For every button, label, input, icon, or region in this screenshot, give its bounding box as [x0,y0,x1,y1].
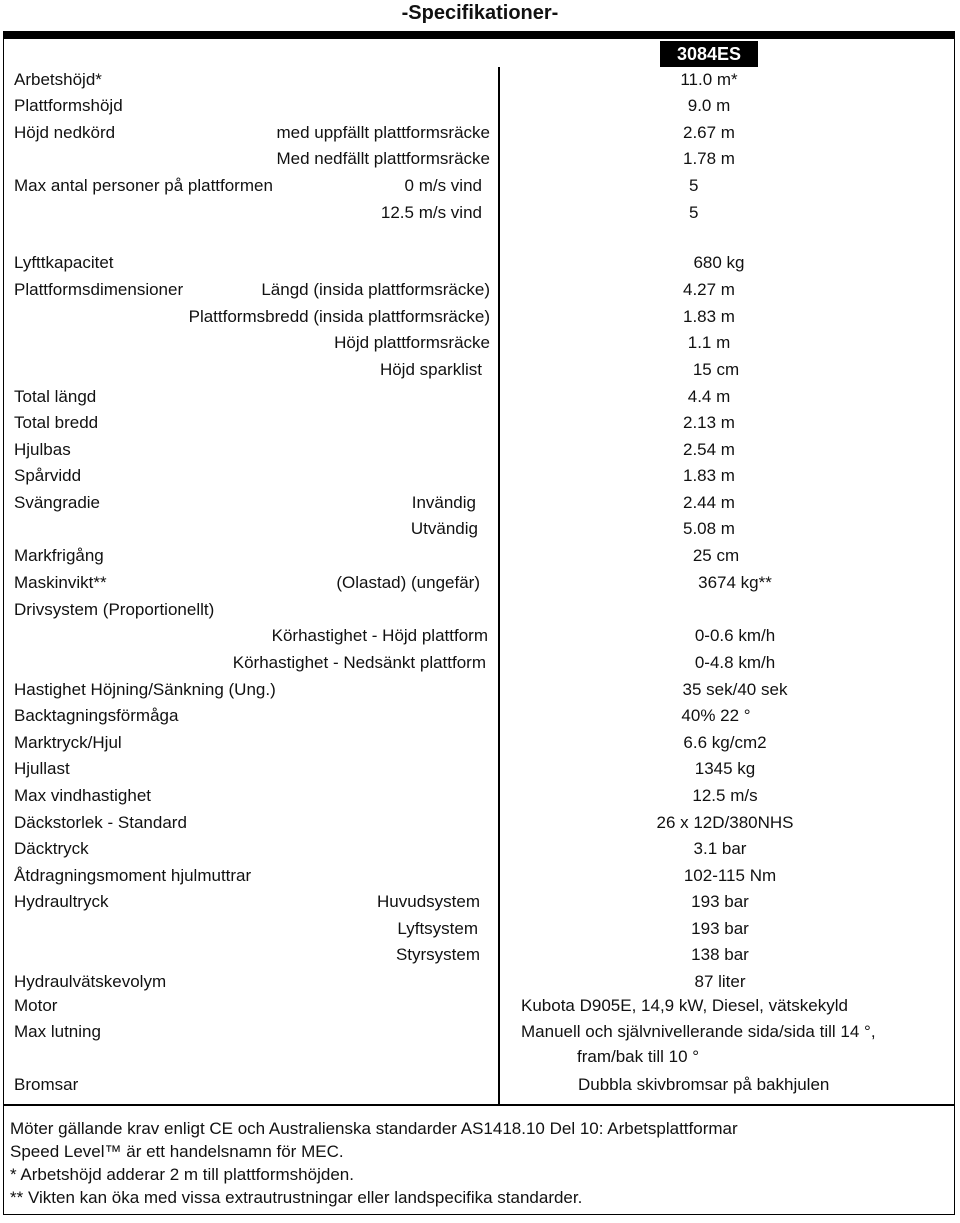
spec-value-arbetshojd: 11.0 m* [680,70,738,89]
footnote-trademark: Speed Level™ är ett handelsnamn för MEC. [10,1142,344,1161]
table-top-bar [3,31,955,39]
spec-value-hojd-nedfallt: 1.78 m [683,149,735,168]
spec-value-hojd-uppfallt: 2.67 m [683,123,735,142]
spec-label-hastighet: Hastighet Höjning/Sänkning (Ung.) [14,680,276,699]
spec-value-lutning-sida: Manuell och självnivellerande sida/sida till 14 °, [521,1022,876,1041]
spec-label-lyftkapacitet: Lyfttkapacitet [14,253,114,272]
spec-label-dacktryck: Däcktryck [14,839,89,858]
spec-label-plattformsdimensioner: Plattformsdimensioner [14,280,184,299]
spec-label-max-personer: Max antal personer på plattformen [14,176,273,195]
spec-sub-lyftsystem: Lyftsystem [397,919,478,938]
spec-value-korhastighet-hojd: 0-0.6 km/h [694,626,776,645]
model-header: 3084ES [660,41,758,67]
spec-sub-utvandig: Utvändig [410,519,478,538]
spec-label-vindhastighet: Max vindhastighet [14,786,152,805]
spec-value-sparvidd: 1.83 m [683,466,735,485]
spec-label-max-lutning: Max lutning [14,1022,101,1041]
spec-value-personer-0: 5 [689,176,699,195]
spec-sub-hojd-uppfallt: med uppfällt plattformsräcke [276,123,490,142]
spec-value-bromsar: Dubbla skivbromsar på bakhjulen [578,1075,830,1094]
spec-value-dackstorlek: 26 x 12D/380NHS [656,813,794,832]
spec-value-styrsystem: 138 bar [691,945,749,964]
spec-sub-plattformsbredd: Plattformsbredd (insida plattformsräcke) [188,307,490,326]
spec-value-hojd-racke: 1.1 m [687,333,731,352]
column-divider [498,67,500,1104]
spec-value-utvandig: 5.08 m [683,519,735,538]
spec-value-maskinvikt: 3674 kg** [698,573,772,592]
spec-sub-invandig: Invändig [411,493,476,512]
spec-sub-korhastighet-nedsankt: Körhastighet - Nedsänkt plattform [232,653,486,672]
footnote-arbetshojd: * Arbetshöjd adderar 2 m till plattformshöjden. [10,1165,354,1184]
spec-value-invandig: 2.44 m [683,493,735,512]
spec-value-vindhastighet: 12.5 m/s [692,786,758,805]
spec-value-marktryck: 6.6 kg/cm2 [683,733,767,752]
spec-value-hydraulvolym: 87 liter [694,972,746,991]
spec-value-motor: Kubota D905E, 14,9 kW, Diesel, vätskekyld [521,996,848,1015]
spec-label-total-bredd: Total bredd [14,413,99,432]
spec-label-motor: Motor [14,996,58,1015]
spec-label-atdragning: Åtdragningsmoment hjulmuttrar [14,866,252,885]
page-title: -Specifikationer- [401,2,559,24]
spec-label-plattformshojd: Plattformshöjd [14,96,123,115]
spec-value-huvudsystem: 193 bar [691,892,749,911]
spec-label-svangradie: Svängradie [14,493,101,512]
spec-label-dackstorlek: Däckstorlek - Standard [14,813,187,832]
spec-value-plattformsbredd: 1.83 m [683,307,735,326]
spec-sub-styrsystem: Styrsystem [395,945,480,964]
footnote-standards: Möter gällande krav enligt CE och Australienska standarder AS1418.10 Del 10: Arbetsplattformar [10,1119,738,1138]
spec-value-lutning-fram: fram/bak till 10 ° [577,1047,700,1066]
spec-label-bromsar: Bromsar [14,1075,79,1094]
footnote-divider [3,1104,955,1106]
spec-value-atdragning: 102-115 Nm [683,866,777,885]
spec-value-markfrigang: 25 cm [692,546,740,565]
spec-sub-vind-12: 12.5 m/s vind [380,203,482,222]
spec-label-hjullast: Hjullast [14,759,70,778]
spec-label-marktryck: Marktryck/Hjul [14,733,122,752]
spec-value-hastighet: 35 sek/40 sek [682,680,788,699]
spec-label-drivsystem: Drivsystem (Proportionellt) [14,600,215,619]
spec-label-backtagning: Backtagningsförmåga [14,706,179,725]
spec-value-backtagning: 40% 22 ° [681,706,751,725]
spec-value-dacktryck: 3.1 bar [693,839,747,858]
spec-sub-vind-0: 0 m/s vind [404,176,482,195]
spec-label-arbetshojd: Arbetshöjd* [14,70,102,89]
spec-value-lyftkapacitet: 680 kg [693,253,745,272]
spec-value-total-langd: 4.4 m [687,387,731,406]
spec-sub-huvudsystem: Huvudsystem [377,892,480,911]
spec-label-hydraulvolym: Hydraulvätskevolym [14,972,167,991]
spec-sub-langd: Längd (insida plattformsräcke) [261,280,490,299]
spec-sub-hojd-racke: Höjd plattformsräcke [334,333,490,352]
spec-sub-korhastighet-hojd: Körhastighet - Höjd plattform [271,626,488,645]
spec-label-markfrigang: Markfrigång [14,546,104,565]
spec-label-total-langd: Total längd [14,387,97,406]
spec-value-lyftsystem: 193 bar [691,919,749,938]
spec-value-plattformshojd: 9.0 m [687,96,731,115]
spec-value-hjullast: 1345 kg [694,759,756,778]
spec-label-sparvidd: Spårvidd [14,466,82,485]
spec-value-hjulbas: 2.54 m [683,440,735,459]
spec-value-personer-12: 5 [689,203,699,222]
spec-label-hjulbas: Hjulbas [14,440,71,459]
spec-value-langd: 4.27 m [683,280,735,299]
footnote-vikt: ** Vikten kan öka med vissa extrautrustningar eller landspecifika standarder. [10,1188,583,1207]
spec-sub-hojd-nedfallt: Med nedfällt plattformsräcke [276,149,490,168]
spec-value-korhastighet-nedsankt: 0-4.8 km/h [694,653,776,672]
spec-sub-sparklist: Höjd sparklist [379,360,482,379]
spec-sub-olastad: (Olastad) (ungefär) [336,573,480,592]
spec-label-maskinvikt: Maskinvikt** [14,573,107,592]
spec-value-total-bredd: 2.13 m [683,413,735,432]
spec-label-hydraultryck: Hydraultryck [14,892,109,911]
spec-label-hojd-nedkord: Höjd nedkörd [14,123,116,142]
spec-value-sparklist: 15 cm [692,360,740,379]
